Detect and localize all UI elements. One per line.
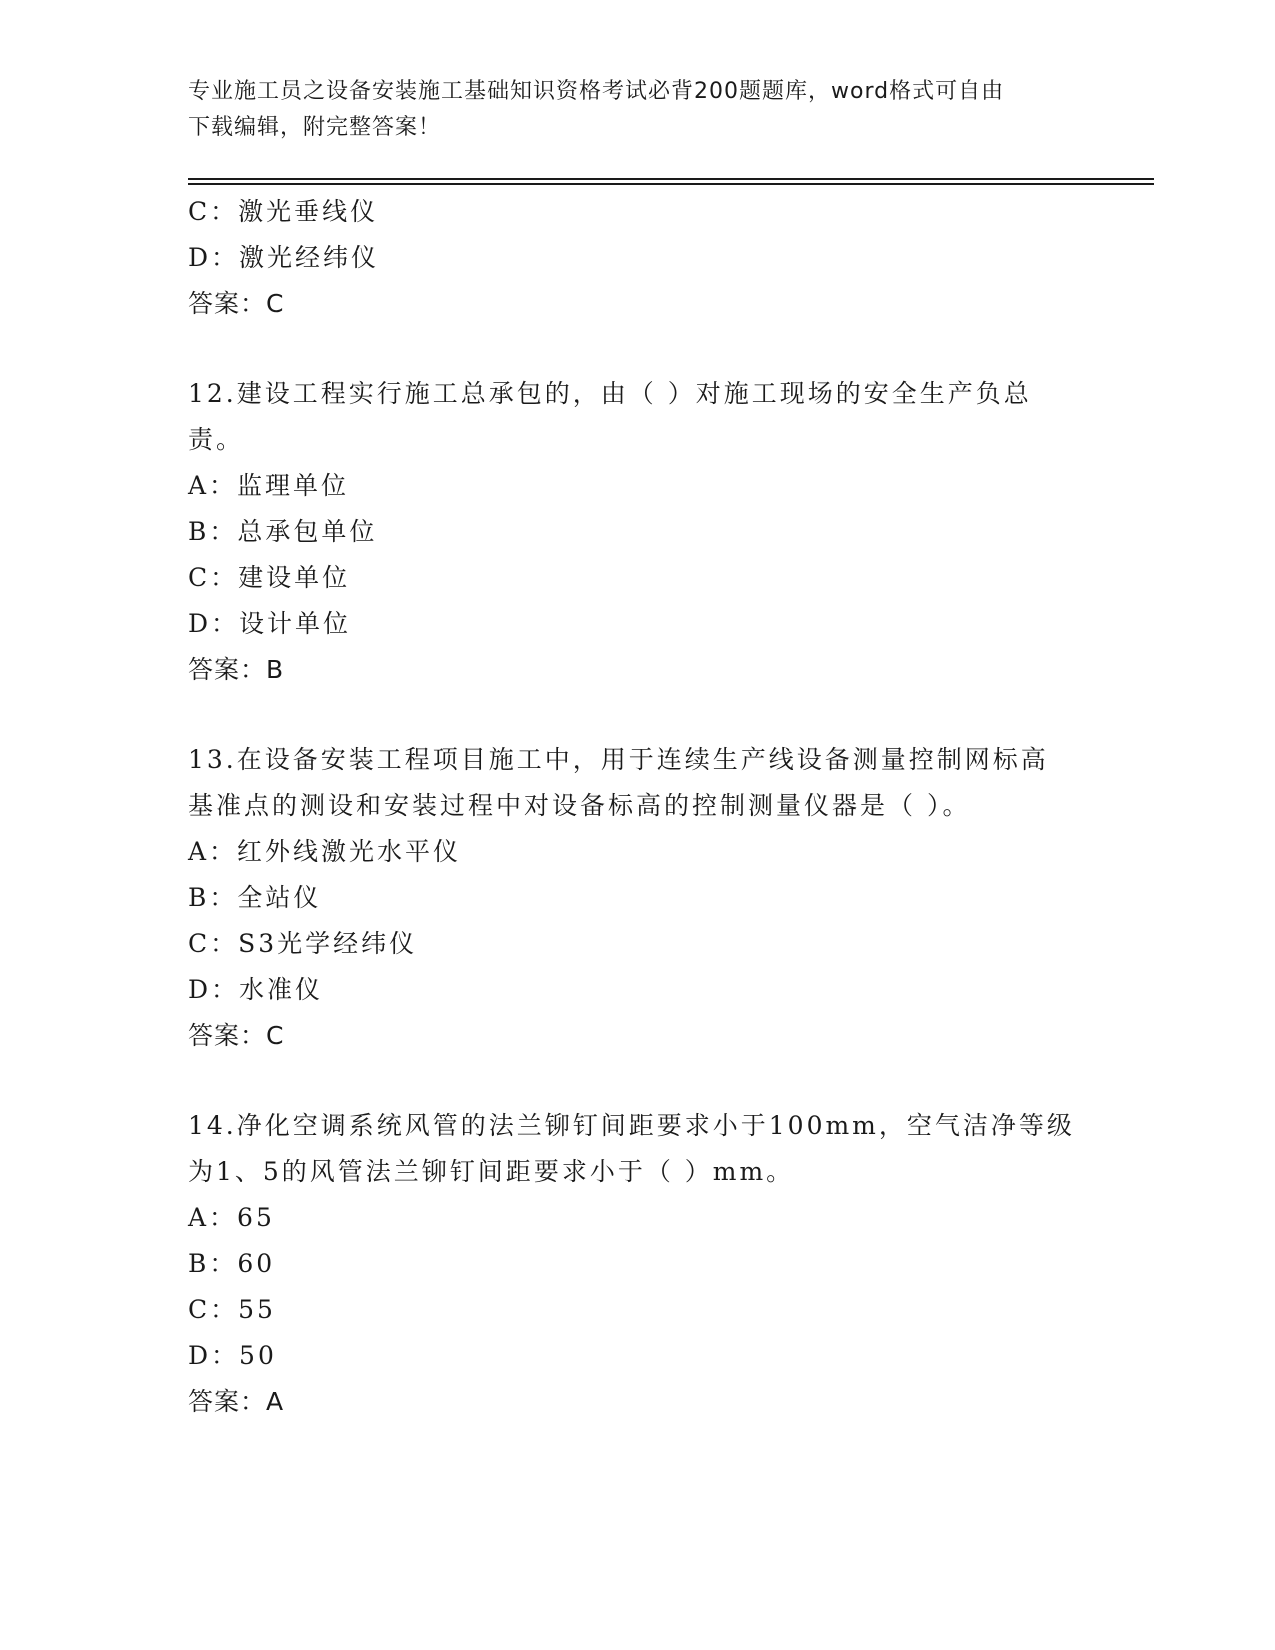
option-a: A：红外线激光水平仪 [188,837,462,866]
question-stem-line: 13.在设备安装工程项目施工中，用于连续生产线设备测量控制网标高 [188,745,1049,774]
question-14 [188,1103,1088,1425]
option-b: B：总承包单位 [188,517,378,546]
option-d: D：50 [188,1341,277,1370]
option-d: D：激光经纬仪 [188,243,380,272]
question-13 [188,737,1088,1059]
option-d: D：设计单位 [188,609,352,638]
option-b: B：全站仪 [188,883,322,912]
answer: 答案：C [188,289,285,318]
option-c: C：55 [188,1295,276,1324]
question-stem-line: 基准点的测设和安装过程中对设备标高的控制测量仪器是（ ）。 [188,791,971,820]
option-c: C：S3光学经纬仪 [188,929,418,958]
question-stem-line: 责。 [188,425,245,454]
header-line-1: 专业施工员之设备安装施工基础知识资格考试必背200题题库，word格式可自由 [188,79,1005,104]
option-b: B：60 [188,1249,276,1278]
option-d: D：水准仪 [188,975,324,1004]
header-rule-bottom [188,183,1154,185]
question-12 [188,371,1088,693]
question-11-continued [188,189,1088,327]
document-header [188,74,1088,146]
header-line-2: 下载编辑，附完整答案！ [188,115,442,140]
question-stem-line: 为1、5的风管法兰铆钉间距要求小于（ ）mm。 [188,1157,795,1186]
option-a: A：监理单位 [188,471,350,500]
header-rule-top [188,178,1154,180]
question-list [188,189,1088,1425]
answer: 答案：A [188,1387,285,1416]
answer: 答案：C [188,1021,285,1050]
question-stem-line: 14.净化空调系统风管的法兰铆钉间距要求小于100mm，空气洁净等级 [188,1111,1075,1140]
option-a: A：65 [188,1203,275,1232]
question-stem-line: 12.建设工程实行施工总承包的，由（ ）对施工现场的安全生产负总 [188,379,1032,408]
answer: 答案：B [188,655,285,684]
option-c: C：激光垂线仪 [188,197,379,226]
option-c: C：建设单位 [188,563,351,592]
